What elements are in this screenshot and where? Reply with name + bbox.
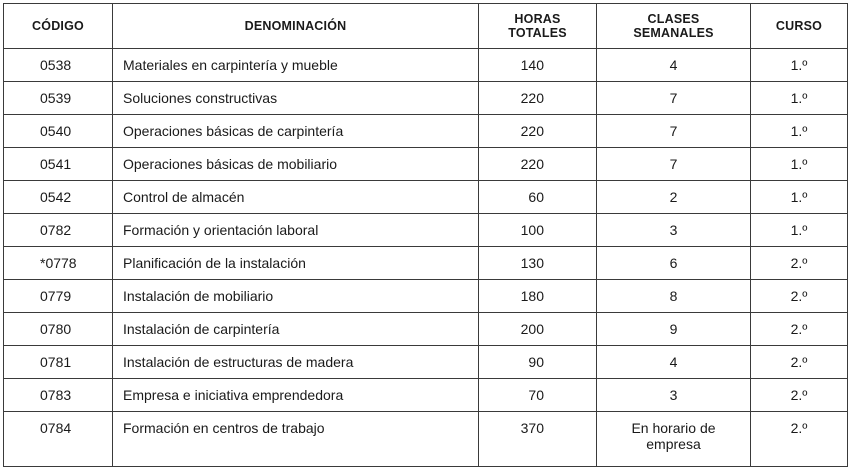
- cell-hours: 220: [479, 148, 597, 181]
- header-classes: [597, 4, 751, 49]
- table-row: [4, 181, 848, 214]
- cell-classes: 8: [597, 280, 751, 313]
- header-name: DENOMINACIÓN: [113, 4, 479, 49]
- cell-classes: 7: [597, 148, 751, 181]
- cell-code: 0538: [4, 49, 113, 82]
- cell-code: 0784: [4, 412, 113, 467]
- header-code: CÓDIGO: [4, 4, 113, 49]
- cell-code: 0779: [4, 280, 113, 313]
- header-row: [4, 4, 848, 49]
- cell-hours: 200: [479, 313, 597, 346]
- cell-classes: 7: [597, 82, 751, 115]
- header-hours-line2: TOTALES: [508, 26, 567, 40]
- cell-hours: 60: [479, 181, 597, 214]
- cell-code: 0780: [4, 313, 113, 346]
- table-row: [4, 346, 848, 379]
- cell-hours: 100: [479, 214, 597, 247]
- cell-hours: 220: [479, 82, 597, 115]
- table-row: [4, 49, 848, 82]
- cell-name: Formación y orientación laboral: [113, 214, 479, 247]
- table-row: [4, 313, 848, 346]
- cell-name: Instalación de estructuras de madera: [113, 346, 479, 379]
- cell-hours: 70: [479, 379, 597, 412]
- cell-name: Materiales en carpintería y mueble: [113, 49, 479, 82]
- cell-course: 2.º: [751, 346, 848, 379]
- cell-classes: 6: [597, 247, 751, 280]
- cell-hours: 180: [479, 280, 597, 313]
- modules-table: [3, 3, 848, 467]
- cell-hours: 90: [479, 346, 597, 379]
- cell-code: 0540: [4, 115, 113, 148]
- cell-classes-line1: En horario de: [631, 420, 716, 436]
- cell-classes: 3: [597, 379, 751, 412]
- cell-course: 1.º: [751, 49, 848, 82]
- cell-hours: 370: [479, 412, 597, 467]
- cell-name: Operaciones básicas de mobiliario: [113, 148, 479, 181]
- cell-classes: [597, 412, 751, 467]
- table-row: [4, 115, 848, 148]
- cell-hours: 130: [479, 247, 597, 280]
- cell-course: 1.º: [751, 82, 848, 115]
- cell-course: 2.º: [751, 280, 848, 313]
- cell-course: 1.º: [751, 214, 848, 247]
- cell-classes: 7: [597, 115, 751, 148]
- table-row: [4, 148, 848, 181]
- cell-course: 1.º: [751, 115, 848, 148]
- cell-code: 0783: [4, 379, 113, 412]
- cell-name: Soluciones constructivas: [113, 82, 479, 115]
- header-course: CURSO: [751, 4, 848, 49]
- header-hours: [479, 4, 597, 49]
- cell-classes: 4: [597, 49, 751, 82]
- cell-code: 0541: [4, 148, 113, 181]
- cell-hours: 220: [479, 115, 597, 148]
- table-row: [4, 247, 848, 280]
- cell-classes: 4: [597, 346, 751, 379]
- cell-code: *0778: [4, 247, 113, 280]
- cell-course: 2.º: [751, 313, 848, 346]
- cell-course: 2.º: [751, 379, 848, 412]
- cell-name: Instalación de mobiliario: [113, 280, 479, 313]
- cell-name: Instalación de carpintería: [113, 313, 479, 346]
- cell-code: 0542: [4, 181, 113, 214]
- cell-classes-line2: empresa: [646, 436, 701, 452]
- cell-code: 0539: [4, 82, 113, 115]
- cell-classes: 3: [597, 214, 751, 247]
- cell-hours: 140: [479, 49, 597, 82]
- cell-code: 0782: [4, 214, 113, 247]
- cell-course: 1.º: [751, 181, 848, 214]
- cell-name: Planificación de la instalación: [113, 247, 479, 280]
- cell-name: Empresa e iniciativa emprendedora: [113, 379, 479, 412]
- cell-name: Control de almacén: [113, 181, 479, 214]
- table-row: [4, 82, 848, 115]
- cell-classes: 2: [597, 181, 751, 214]
- cell-name: Operaciones básicas de carpintería: [113, 115, 479, 148]
- table-row: [4, 214, 848, 247]
- cell-course: 2.º: [751, 412, 848, 467]
- cell-code: 0781: [4, 346, 113, 379]
- header-hours-line1: HORAS: [514, 12, 561, 26]
- cell-course: 2.º: [751, 247, 848, 280]
- table-row: [4, 379, 848, 412]
- table-row: [4, 280, 848, 313]
- cell-name: Formación en centros de trabajo: [113, 412, 479, 467]
- header-classes-line1: CLASES: [647, 12, 700, 26]
- cell-course: 1.º: [751, 148, 848, 181]
- cell-classes: 9: [597, 313, 751, 346]
- table-row: [4, 412, 848, 467]
- header-classes-line2: SEMANALES: [633, 26, 714, 40]
